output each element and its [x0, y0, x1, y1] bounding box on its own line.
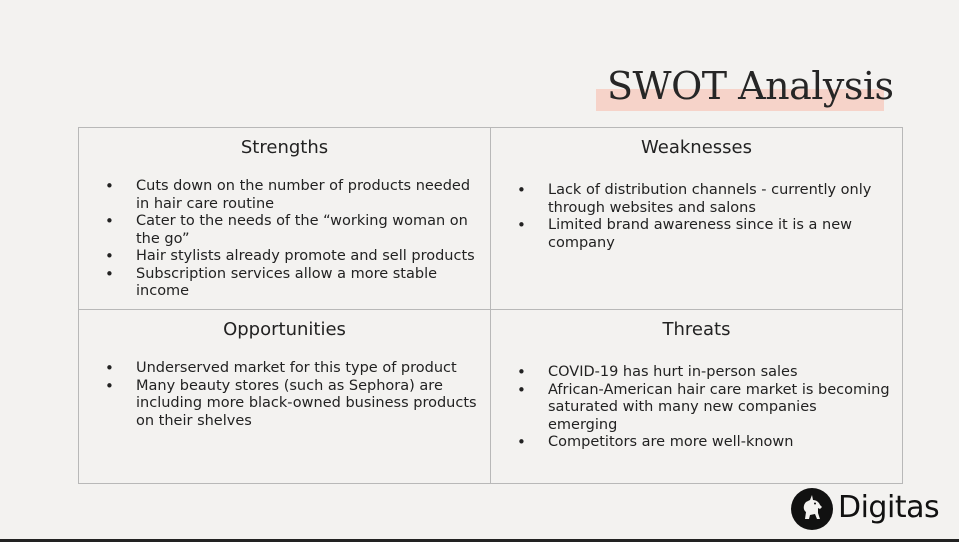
weaknesses-quadrant [491, 128, 902, 310]
list-item: • Hair stylists already promote and sell products [105, 248, 478, 266]
list-item: • Underserved market for this type of product [105, 360, 478, 378]
strengths-quadrant [79, 128, 491, 310]
list-item: • Competitors are more well-known [517, 434, 890, 452]
opportunities-quadrant [79, 310, 491, 483]
weaknesses-list [517, 182, 890, 252]
logo-text: Digitas [838, 490, 940, 525]
opportunities-list [105, 360, 478, 430]
title-block [596, 64, 894, 114]
list-item: • African-American hair care market is becoming saturated with many new companies emerging [517, 382, 890, 435]
strengths-heading: Strengths [240, 137, 329, 158]
swot-grid [78, 127, 903, 484]
list-item: • Many beauty stores (such as Sephora) are including more black-owned business products on their shelves [105, 378, 478, 431]
unicorn-icon [791, 488, 833, 530]
threats-heading: Threats [662, 319, 731, 340]
list-item: • Lack of distribution channels - currently only through websites and salons [517, 182, 890, 217]
threats-quadrant [491, 310, 902, 483]
list-item: • Subscription services allow a more stable income [105, 266, 478, 301]
opportunities-heading: Opportunities [223, 319, 346, 340]
list-item: • Cuts down on the number of products needed in hair care routine [105, 178, 478, 213]
weaknesses-heading: Weaknesses [641, 137, 752, 158]
digitas-logo [791, 488, 951, 530]
list-item: • Cater to the needs of the “working woman on the go” [105, 213, 478, 248]
page-title: SWOT Analysis [607, 64, 894, 108]
strengths-list [105, 178, 478, 301]
threats-list [517, 364, 890, 452]
list-item: • Limited brand awareness since it is a new company [517, 217, 890, 252]
list-item: • COVID-19 has hurt in-person sales [517, 364, 890, 382]
